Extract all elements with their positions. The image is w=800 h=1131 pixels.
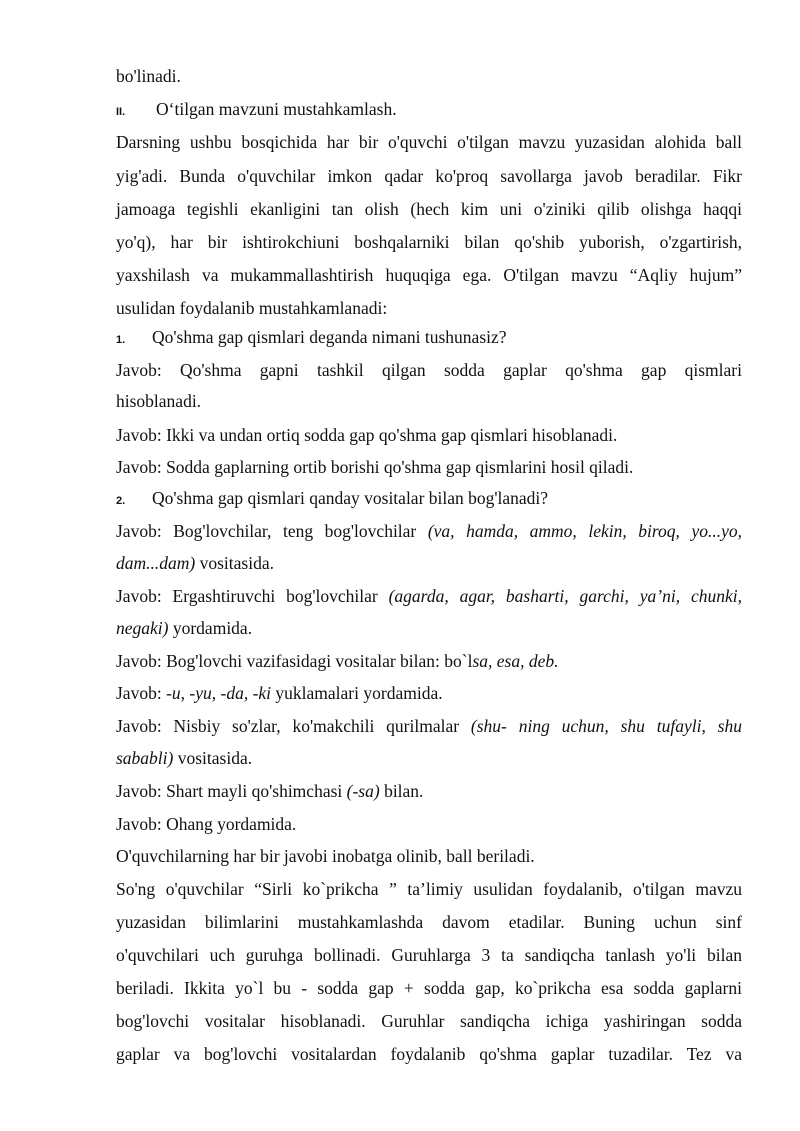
answer-example: negaki) bbox=[116, 618, 169, 638]
answer-example: (-sa) bbox=[346, 781, 380, 801]
answer-text: yuklamalari yordamida. bbox=[271, 683, 443, 703]
answer-line: Javob: Ohang yordamida. bbox=[116, 814, 297, 834]
question-text: Qo'shma gap qismlari qanday vositalar bilan bog'lanadi? bbox=[152, 488, 549, 508]
answer-text: Javob: Bog'lovchilar, teng bog'lovchilar bbox=[116, 521, 428, 541]
answer-line bbox=[116, 776, 742, 806]
answer-line: hisoblanadi. bbox=[116, 391, 202, 411]
paragraph-line: yaxshilash va mukammallashtirish huquqiga ega. O'tilgan mavzu “Aqliy hujum” bbox=[116, 265, 742, 285]
answer-text: Javob: Bog'lovchi vazifasidagi vositalar bilan: bo`l bbox=[116, 651, 473, 671]
answer-text: Javob: Nisbiy so'zlar, ko'makchili qurilmalar bbox=[116, 716, 471, 736]
section-number: II. bbox=[116, 106, 126, 118]
paragraph-line: yig'adi. Bunda o'quvchilar imkon qadar ko'proq savollarga javob beradilar. Fikr bbox=[116, 166, 742, 186]
answer-text: Javob: Shart mayli qo'shimchasi bbox=[116, 781, 347, 801]
answer-example: (agarda, agar, basharti, garchi, ya’ni, chunki, bbox=[388, 586, 742, 606]
answer-line bbox=[116, 743, 742, 773]
answer-line bbox=[116, 581, 742, 611]
answer-line bbox=[116, 711, 742, 741]
paragraph-line: So'ng o'quvchilar “Sirli ko`prikcha ” ta’limiy usulidan foydalanib, o'tilgan mavzu bbox=[116, 879, 742, 899]
answer-text: vositasida. bbox=[195, 553, 274, 573]
question-number: 1. bbox=[116, 334, 126, 346]
question-number: 2. bbox=[116, 495, 126, 507]
paragraph-line: Darsning ushbu bosqichida har bir o'quvchi o'tilgan mavzu yuzasidan alohida ball bbox=[116, 132, 742, 152]
question-item bbox=[116, 483, 742, 513]
answer-line bbox=[116, 516, 742, 546]
answer-line bbox=[116, 646, 742, 676]
answer-line bbox=[116, 613, 742, 643]
paragraph-line: usulidan foydalanib mustahkamlanadi: bbox=[116, 298, 388, 318]
paragraph-line: bog'lovchi vositalar hisoblanadi. Guruhlar sandiqcha ichiga yashiringan sodda bbox=[116, 1011, 742, 1031]
question-item bbox=[116, 322, 742, 352]
paragraph-line: gaplar va bog'lovchi vositalardan foydalanib qo'shma gaplar tuzadilar. Tez va bbox=[116, 1044, 742, 1064]
answer-text: bilan. bbox=[379, 781, 424, 801]
answer-text: vositasida. bbox=[173, 748, 253, 768]
text-line: O'quvchilarning har bir javobi inobatga olinib, ball beriladi. bbox=[116, 846, 535, 866]
answer-example: sa, esa, deb. bbox=[472, 651, 559, 671]
paragraph-line: yuzasidan bilimlarini mustahkamlashda davom etadilar. Buning uchun sinf bbox=[116, 912, 742, 932]
paragraph-line: o'quvchilari uch guruhga bollinadi. Guruhlarga 3 ta sandiqcha tanlash yo'li bilan bbox=[116, 945, 742, 965]
answer-line: Javob: Qo'shma gapni tashkil qilgan sodda gaplar qo'shma gap qismlari bbox=[116, 360, 742, 380]
answer-example: -u, -yu, -da, -ki bbox=[166, 683, 272, 703]
answer-example: dam...dam) bbox=[116, 553, 196, 573]
section-title: O‘tilgan mavzuni mustahkamlash. bbox=[156, 99, 397, 119]
question-text: Qo'shma gap qismlari deganda nimani tushunasiz? bbox=[152, 327, 507, 347]
paragraph-line: yo'q), har bir ishtirokchiuni boshqalarniki bilan qo'shib yuborish, o'zgartirish, bbox=[116, 232, 742, 252]
paragraph-line: jamoaga tegishli ekanligini tan olish (hech kim uni o'ziniki qilib olishga haqqi bbox=[116, 199, 742, 219]
answer-text: Javob: Ergashtiruvchi bog'lovchilar bbox=[116, 586, 389, 606]
answer-example: (va, hamda, ammo, lekin, biroq, yo...yo, bbox=[427, 521, 742, 541]
text-line: bo'linadi. bbox=[116, 66, 181, 86]
answer-text: yordamida. bbox=[168, 618, 253, 638]
answer-text: Javob: bbox=[116, 683, 167, 703]
answer-line: Javob: Ikki va undan ortiq sodda gap qo'shma gap qismlari hisoblanadi. bbox=[116, 425, 618, 445]
answer-line bbox=[116, 548, 742, 578]
answer-line: Javob: Sodda gaplarning ortib borishi qo'shma gap qismlarini hosil qiladi. bbox=[116, 457, 634, 477]
answer-example: sababli) bbox=[116, 748, 174, 768]
answer-example: (shu- ning uchun, shu tufayli, shu bbox=[470, 716, 742, 736]
section-heading bbox=[116, 94, 742, 124]
paragraph-line: beriladi. Ikkita yo`l bu - sodda gap + sodda gap, ko`prikcha esa sodda gaplarni bbox=[116, 978, 742, 998]
answer-line bbox=[116, 678, 742, 708]
